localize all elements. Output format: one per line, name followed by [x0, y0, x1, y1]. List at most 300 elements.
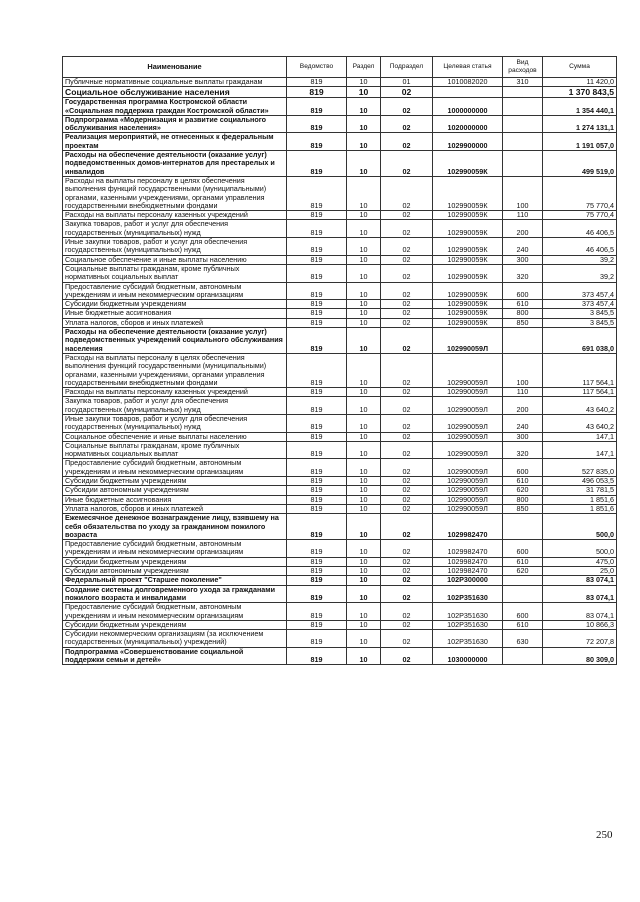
- row-department: 819: [287, 151, 347, 177]
- row-amount: 11 420,0: [543, 78, 617, 87]
- row-expense-type: 610: [503, 557, 543, 566]
- row-amount: 25,0: [543, 567, 617, 576]
- row-target-item: 1000000000: [433, 98, 503, 116]
- table-row: [63, 441, 617, 459]
- row-expense-type: 850: [503, 504, 543, 513]
- row-target-item: 102990059К: [433, 176, 503, 210]
- row-department: 819: [287, 576, 347, 585]
- row-subsection: 02: [381, 585, 433, 603]
- row-expense-type: 620: [503, 486, 543, 495]
- row-department: 819: [287, 309, 347, 318]
- row-target-item: 102P300000: [433, 576, 503, 585]
- row-section: 10: [347, 414, 381, 432]
- table-row: [63, 397, 617, 415]
- row-amount: 499 519,0: [543, 151, 617, 177]
- row-name: Расходы на обеспечение деятельности (оказание услуг) подведомственных учреждений социального обслуживания населения: [63, 328, 287, 354]
- table-row: [63, 459, 617, 477]
- row-section: 10: [347, 620, 381, 629]
- table-row: [63, 432, 617, 441]
- row-name: Уплата налогов, сборов и иных платежей: [63, 504, 287, 513]
- row-expense-type: 110: [503, 388, 543, 397]
- row-section: 10: [347, 264, 381, 282]
- row-subsection: 02: [381, 620, 433, 629]
- row-section: 10: [347, 115, 381, 133]
- row-amount: 147,1: [543, 432, 617, 441]
- row-target-item: 1030000000: [433, 647, 503, 665]
- row-name: Расходы на выплаты персоналу в целях обеспечения выполнения функций государственными (муниципальными) органами, казенными учреждениями, органами управления государственными внебюджетными фондами: [63, 176, 287, 210]
- row-name: Ежемесячное денежное вознаграждение лицу, взявшему на себя обязательства по уходу за гражданином пожилого возраста: [63, 514, 287, 540]
- table-body: [63, 78, 617, 665]
- row-subsection: 02: [381, 133, 433, 151]
- row-expense-type: 240: [503, 414, 543, 432]
- row-amount: 72 207,8: [543, 630, 617, 648]
- row-name: Закупка товаров, работ и услуг для обеспечения государственных (муниципальных) нужд: [63, 220, 287, 238]
- row-target-item: 102P351630: [433, 630, 503, 648]
- row-expense-type: 600: [503, 603, 543, 621]
- row-expense-type: 320: [503, 441, 543, 459]
- row-name: Государственная программа Костромской области «Социальная поддержка граждан Костромской области»: [63, 98, 287, 116]
- row-section: 10: [347, 151, 381, 177]
- row-amount: 496 053,5: [543, 477, 617, 486]
- row-target-item: 1029982470: [433, 540, 503, 558]
- row-section: 10: [347, 585, 381, 603]
- row-expense-type: 630: [503, 630, 543, 648]
- row-amount: 373 457,4: [543, 300, 617, 309]
- row-section: 10: [347, 282, 381, 300]
- row-department: 819: [287, 78, 347, 87]
- table-row: [63, 318, 617, 327]
- row-name: Социальные выплаты гражданам, кроме публичных нормативных социальных выплат: [63, 441, 287, 459]
- table-row: [63, 255, 617, 264]
- page-number: 250: [596, 829, 613, 841]
- row-target-item: 102P351630: [433, 603, 503, 621]
- row-subsection: 01: [381, 78, 433, 87]
- row-name: Социальное обеспечение и иные выплаты населению: [63, 432, 287, 441]
- row-amount: 691 038,0: [543, 328, 617, 354]
- row-name: Расходы на выплаты персоналу в целях обеспечения выполнения функций государственными (муниципальными) органами, казенными учреждениями, органами управления государственными внебюджетными фондами: [63, 353, 287, 387]
- row-expense-type: [503, 647, 543, 665]
- row-target-item: 102990059Л: [433, 414, 503, 432]
- row-name: Создание системы долговременного ухода за гражданами пожилого возраста и инвалидами: [63, 585, 287, 603]
- row-amount: 75 770,4: [543, 211, 617, 220]
- row-subsection: 02: [381, 495, 433, 504]
- row-section: 10: [347, 557, 381, 566]
- row-subsection: 02: [381, 98, 433, 116]
- row-expense-type: 620: [503, 567, 543, 576]
- table-row: [63, 115, 617, 133]
- row-name: Субсидии некоммерческим организациям (за исключением государственных (муниципальных) учреждений): [63, 630, 287, 648]
- row-department: 819: [287, 282, 347, 300]
- table-row: [63, 151, 617, 177]
- row-amount: 46 406,5: [543, 238, 617, 256]
- table-row: [63, 504, 617, 513]
- row-target-item: 102990059Л: [433, 432, 503, 441]
- row-target-item: 1029982470: [433, 514, 503, 540]
- table-row: [63, 495, 617, 504]
- row-expense-type: 200: [503, 397, 543, 415]
- row-expense-type: 240: [503, 238, 543, 256]
- table-header-row: [63, 57, 617, 78]
- row-target-item: 102990059Л: [433, 459, 503, 477]
- row-department: 819: [287, 328, 347, 354]
- row-subsection: 02: [381, 309, 433, 318]
- row-department: 819: [287, 353, 347, 387]
- table-row: [63, 78, 617, 87]
- row-target-item: 102P351630: [433, 585, 503, 603]
- row-name: Предоставление субсидий бюджетным, автономным учреждениям и иным некоммерческим организациям: [63, 603, 287, 621]
- row-department: 819: [287, 557, 347, 566]
- row-section: 10: [347, 133, 381, 151]
- row-amount: 1 851,6: [543, 495, 617, 504]
- row-target-item: 102990059Л: [433, 441, 503, 459]
- row-name: Иные бюджетные ассигнования: [63, 495, 287, 504]
- row-name: Закупка товаров, работ и услуг для обеспечения государственных (муниципальных) нужд: [63, 397, 287, 415]
- row-subsection: 02: [381, 353, 433, 387]
- table-row: [63, 300, 617, 309]
- row-expense-type: [503, 576, 543, 585]
- row-amount: 527 835,0: [543, 459, 617, 477]
- table-row: [63, 176, 617, 210]
- row-amount: 1 851,6: [543, 504, 617, 513]
- row-target-item: 102990059К: [433, 211, 503, 220]
- row-subsection: 02: [381, 328, 433, 354]
- row-section: 10: [347, 477, 381, 486]
- row-department: 819: [287, 495, 347, 504]
- row-expense-type: 850: [503, 318, 543, 327]
- row-target-item: 1029982470: [433, 567, 503, 576]
- row-subsection: 02: [381, 300, 433, 309]
- row-name: Подпрограмма «Совершенствование социальной поддержки семьи и детей»: [63, 647, 287, 665]
- row-name: Расходы на выплаты персоналу казенных учреждений: [63, 388, 287, 397]
- row-name: Иные закупки товаров, работ и услуг для обеспечения государственных (муниципальных) нужд: [63, 238, 287, 256]
- row-department: 819: [287, 486, 347, 495]
- row-target-item: 1029982470: [433, 557, 503, 566]
- row-amount: 43 640,2: [543, 414, 617, 432]
- table-row: [63, 353, 617, 387]
- row-amount: 39,2: [543, 264, 617, 282]
- row-section: 10: [347, 567, 381, 576]
- row-department: 819: [287, 115, 347, 133]
- header-amount: Сумма: [543, 57, 617, 78]
- header-section: Раздел: [347, 57, 381, 78]
- row-target-item: 1010082020: [433, 78, 503, 87]
- table-row: [63, 220, 617, 238]
- row-expense-type: 610: [503, 477, 543, 486]
- row-amount: 373 457,4: [543, 282, 617, 300]
- row-expense-type: 600: [503, 540, 543, 558]
- row-name: Предоставление субсидий бюджетным, автономным учреждениям и иным некоммерческим организациям: [63, 282, 287, 300]
- row-name: Предоставление субсидий бюджетным, автономным учреждениям и иным некоммерческим организациям: [63, 459, 287, 477]
- row-expense-type: 600: [503, 282, 543, 300]
- row-department: 819: [287, 397, 347, 415]
- row-department: 819: [287, 264, 347, 282]
- row-expense-type: 200: [503, 220, 543, 238]
- row-name: Субсидии автономным учреждениям: [63, 567, 287, 576]
- row-section: 10: [347, 328, 381, 354]
- table-row: [63, 540, 617, 558]
- row-target-item: 102990059Л: [433, 388, 503, 397]
- row-department: 819: [287, 220, 347, 238]
- row-section: 10: [347, 318, 381, 327]
- row-subsection: 02: [381, 176, 433, 210]
- row-expense-type: [503, 98, 543, 116]
- row-amount: 46 406,5: [543, 220, 617, 238]
- row-amount: 83 074,1: [543, 576, 617, 585]
- table-row: [63, 87, 617, 98]
- row-section: 10: [347, 255, 381, 264]
- row-name: Субсидии бюджетным учреждениям: [63, 620, 287, 629]
- row-target-item: [433, 87, 503, 98]
- row-amount: 117 564,1: [543, 353, 617, 387]
- row-expense-type: 110: [503, 211, 543, 220]
- row-section: 10: [347, 300, 381, 309]
- row-subsection: 02: [381, 567, 433, 576]
- row-expense-type: 300: [503, 432, 543, 441]
- row-name: Федеральный проект "Старшее поколение": [63, 576, 287, 585]
- row-department: 819: [287, 255, 347, 264]
- row-target-item: 102990059Л: [433, 397, 503, 415]
- row-amount: 1 354 440,1: [543, 98, 617, 116]
- row-target-item: 102990059Л: [433, 477, 503, 486]
- row-amount: 83 074,1: [543, 585, 617, 603]
- header-target-item: Целевая статья: [433, 57, 503, 78]
- row-section: 10: [347, 647, 381, 665]
- row-subsection: 02: [381, 576, 433, 585]
- row-subsection: 02: [381, 441, 433, 459]
- row-amount: 500,0: [543, 540, 617, 558]
- row-subsection: 02: [381, 282, 433, 300]
- row-section: 10: [347, 397, 381, 415]
- row-name: Расходы на выплаты персоналу казенных учреждений: [63, 211, 287, 220]
- row-amount: 75 770,4: [543, 176, 617, 210]
- row-expense-type: [503, 514, 543, 540]
- table-row: [63, 486, 617, 495]
- budget-table: [62, 56, 617, 665]
- table-row: [63, 514, 617, 540]
- table-row: [63, 133, 617, 151]
- row-expense-type: 310: [503, 78, 543, 87]
- row-amount: 1 274 131,1: [543, 115, 617, 133]
- row-subsection: 02: [381, 504, 433, 513]
- row-subsection: 02: [381, 432, 433, 441]
- row-name: Субсидии бюджетным учреждениям: [63, 300, 287, 309]
- row-expense-type: [503, 328, 543, 354]
- row-expense-type: [503, 115, 543, 133]
- document-page: [62, 56, 616, 665]
- row-name: Иные закупки товаров, работ и услуг для обеспечения государственных (муниципальных) нужд: [63, 414, 287, 432]
- row-section: 10: [347, 576, 381, 585]
- table-row: [63, 477, 617, 486]
- row-section: 10: [347, 630, 381, 648]
- row-name: Уплата налогов, сборов и иных платежей: [63, 318, 287, 327]
- row-name: Предоставление субсидий бюджетным, автономным учреждениям и иным некоммерческим организациям: [63, 540, 287, 558]
- header-expense-type: Вид расходов: [503, 57, 543, 78]
- row-expense-type: 300: [503, 255, 543, 264]
- row-name: Расходы на обеспечение деятельности (оказание услуг) подведомственных домов-интернатов для престарелых и инвалидов: [63, 151, 287, 177]
- table-row: [63, 557, 617, 566]
- row-target-item: 1020000000: [433, 115, 503, 133]
- row-amount: 3 845,5: [543, 309, 617, 318]
- row-subsection: 02: [381, 115, 433, 133]
- row-name: Реализация мероприятий, не отнесенных к федеральным проектам: [63, 133, 287, 151]
- row-amount: 43 640,2: [543, 397, 617, 415]
- row-department: 819: [287, 567, 347, 576]
- row-target-item: 102990059К: [433, 309, 503, 318]
- row-target-item: 102990059Л: [433, 504, 503, 513]
- row-name: Публичные нормативные социальные выплаты гражданам: [63, 78, 287, 87]
- row-expense-type: 320: [503, 264, 543, 282]
- row-amount: 500,0: [543, 514, 617, 540]
- row-section: 10: [347, 486, 381, 495]
- row-section: 10: [347, 353, 381, 387]
- row-department: 819: [287, 504, 347, 513]
- header-subsection: Подраздел: [381, 57, 433, 78]
- table-row: [63, 620, 617, 629]
- row-target-item: 102990059К: [433, 238, 503, 256]
- row-section: 10: [347, 309, 381, 318]
- table-row: [63, 309, 617, 318]
- row-amount: 3 845,5: [543, 318, 617, 327]
- row-section: 10: [347, 238, 381, 256]
- row-expense-type: [503, 87, 543, 98]
- row-amount: 10 866,3: [543, 620, 617, 629]
- row-section: 10: [347, 87, 381, 98]
- row-target-item: 102990059К: [433, 264, 503, 282]
- row-section: 10: [347, 211, 381, 220]
- row-section: 10: [347, 220, 381, 238]
- row-subsection: 02: [381, 211, 433, 220]
- row-name: Социальные выплаты гражданам, кроме публичных нормативных социальных выплат: [63, 264, 287, 282]
- row-department: 819: [287, 388, 347, 397]
- row-department: 819: [287, 211, 347, 220]
- row-subsection: 02: [381, 414, 433, 432]
- row-amount: 475,0: [543, 557, 617, 566]
- row-subsection: 02: [381, 557, 433, 566]
- row-department: 819: [287, 603, 347, 621]
- row-subsection: 02: [381, 388, 433, 397]
- row-amount: 80 309,0: [543, 647, 617, 665]
- row-amount: 117 564,1: [543, 388, 617, 397]
- row-section: 10: [347, 78, 381, 87]
- header-department: Ведомство: [287, 57, 347, 78]
- row-section: 10: [347, 98, 381, 116]
- row-department: 819: [287, 477, 347, 486]
- row-expense-type: 610: [503, 620, 543, 629]
- row-department: 819: [287, 647, 347, 665]
- row-section: 10: [347, 504, 381, 513]
- row-department: 819: [287, 432, 347, 441]
- row-amount: 83 074,1: [543, 603, 617, 621]
- row-amount: 1 370 843,5: [543, 87, 617, 98]
- table-row: [63, 567, 617, 576]
- table-row: [63, 414, 617, 432]
- row-target-item: 102990059Л: [433, 495, 503, 504]
- row-subsection: 02: [381, 603, 433, 621]
- row-amount: 1 191 057,0: [543, 133, 617, 151]
- row-amount: 147,1: [543, 441, 617, 459]
- row-target-item: 102990059К: [433, 255, 503, 264]
- header-name: Наименование: [63, 57, 287, 78]
- row-target-item: 102990059Л: [433, 328, 503, 354]
- table-row: [63, 647, 617, 665]
- row-subsection: 02: [381, 397, 433, 415]
- row-section: 10: [347, 540, 381, 558]
- row-name: Социальное обслуживание населения: [63, 87, 287, 98]
- row-target-item: 102990059К: [433, 318, 503, 327]
- row-target-item: 102990059Л: [433, 353, 503, 387]
- row-section: 10: [347, 441, 381, 459]
- row-department: 819: [287, 87, 347, 98]
- row-subsection: 02: [381, 630, 433, 648]
- row-expense-type: [503, 151, 543, 177]
- table-row: [63, 630, 617, 648]
- table-row: [63, 603, 617, 621]
- row-section: 10: [347, 603, 381, 621]
- row-section: 10: [347, 495, 381, 504]
- row-department: 819: [287, 238, 347, 256]
- row-department: 819: [287, 133, 347, 151]
- row-department: 819: [287, 300, 347, 309]
- row-department: 819: [287, 514, 347, 540]
- row-department: 819: [287, 540, 347, 558]
- table-row: [63, 98, 617, 116]
- row-subsection: 02: [381, 220, 433, 238]
- row-expense-type: 800: [503, 495, 543, 504]
- row-department: 819: [287, 620, 347, 629]
- row-department: 819: [287, 176, 347, 210]
- row-subsection: 02: [381, 264, 433, 282]
- row-subsection: 02: [381, 486, 433, 495]
- row-amount: 31 781,5: [543, 486, 617, 495]
- row-department: 819: [287, 585, 347, 603]
- table-row: [63, 576, 617, 585]
- row-subsection: 02: [381, 477, 433, 486]
- row-expense-type: [503, 585, 543, 603]
- table-row: [63, 238, 617, 256]
- row-subsection: 02: [381, 459, 433, 477]
- table-row: [63, 264, 617, 282]
- row-expense-type: 600: [503, 459, 543, 477]
- row-section: 10: [347, 432, 381, 441]
- row-subsection: 02: [381, 318, 433, 327]
- row-target-item: 102990059К: [433, 282, 503, 300]
- row-name: Иные бюджетные ассигнования: [63, 309, 287, 318]
- row-subsection: 02: [381, 238, 433, 256]
- row-department: 819: [287, 98, 347, 116]
- row-section: 10: [347, 388, 381, 397]
- row-expense-type: 100: [503, 176, 543, 210]
- row-target-item: 1029900000: [433, 133, 503, 151]
- row-expense-type: 610: [503, 300, 543, 309]
- row-section: 10: [347, 176, 381, 210]
- row-target-item: 102990059Л: [433, 486, 503, 495]
- row-department: 819: [287, 630, 347, 648]
- row-section: 10: [347, 459, 381, 477]
- table-row: [63, 388, 617, 397]
- row-subsection: 02: [381, 151, 433, 177]
- row-subsection: 02: [381, 647, 433, 665]
- row-target-item: 102990059К: [433, 300, 503, 309]
- row-name: Социальное обеспечение и иные выплаты населению: [63, 255, 287, 264]
- row-name: Субсидии бюджетным учреждениям: [63, 477, 287, 486]
- row-department: 819: [287, 459, 347, 477]
- row-section: 10: [347, 514, 381, 540]
- row-target-item: 102P351630: [433, 620, 503, 629]
- row-subsection: 02: [381, 514, 433, 540]
- table-row: [63, 328, 617, 354]
- row-subsection: 02: [381, 540, 433, 558]
- row-target-item: 102990059К: [433, 151, 503, 177]
